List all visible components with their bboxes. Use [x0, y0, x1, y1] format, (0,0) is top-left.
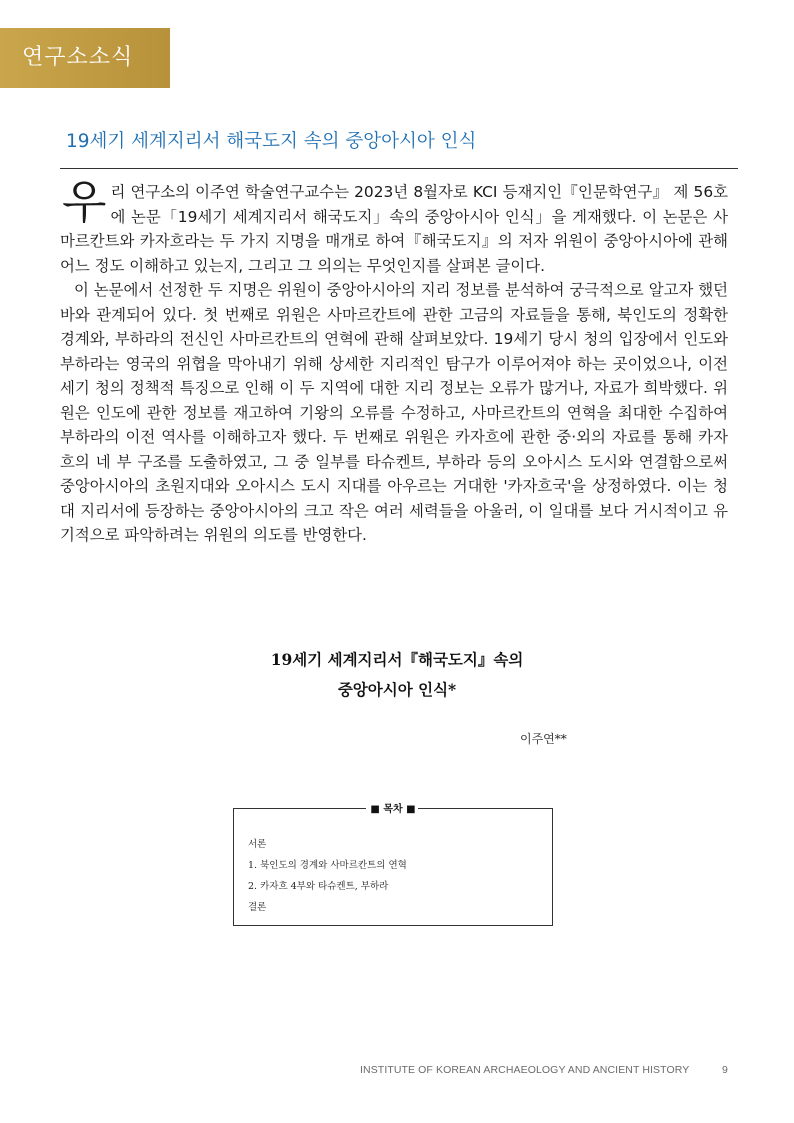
toc-item: 2. 카자흐 4부와 타슈켄트, 부하라 — [248, 881, 389, 892]
toc-heading: ■ 목차 ■ — [370, 804, 416, 815]
footer-institute: INSTITUTE OF KOREAN ARCHAEOLOGY AND ANCIENT HISTORY — [360, 1064, 690, 1076]
article-title: 19세기 세계지리서 해국도지 속의 중앙아시아 인식 — [66, 131, 477, 152]
toc-item: 결론 — [248, 902, 267, 913]
paper-title-line1: 19세기 세계지리서『해국도지』속의 — [270, 650, 524, 669]
paper-author: 이주연** — [520, 732, 567, 746]
toc-list — [248, 834, 407, 918]
toc-item: 1. 북인도의 경계와 사마르칸트의 연혁 — [248, 860, 407, 871]
toc-item: 서론 — [248, 839, 267, 850]
section-label: 연구소소식 — [0, 28, 170, 88]
paper-title-line2: 중앙아시아 인식* — [337, 680, 457, 699]
paragraph-2: 이 논문에서 선정한 두 지명은 위원이 중앙아시아의 지리 정보를 분석하여 궁극적으로 알고자 했던 바와 관계되어 있다. 첫 번째로 위원은 사마르칸트에 관한 고금의 자료들을 통해, 북인도의 정확한 경계와, 부하라의 전신인 사마르칸트의 연혁에 관해 살펴보았다. 19세기 당시 청의 입장에서 인도와 부하라는 영국의 위협을 막아내기 위해 상세한 지리적인 탐구가 이루어져야 하는 곳이었으나, 이전 세기 청의 정책적 특징으로 인해 이 두 지역에 대한 지리 정보는 오류가 많거나, 자료가 희박했다. 위원은 인도에 관한 정보를 재고하여 기왕의 오류를 수정하고, 사마르칸트의 연혁을 최대한 수집하여 부하라의 이전 역사를 이해하고자 했다. 두 번째로 위원은 카자흐에 관한 중·외의 자료를 통해 카자흐의 네 부 구조를 도출하였고, 그 중 일부를 타슈켄트, 부하라 등의 오아시스 도시와 연결함으로써 중앙아시아의 초원지대와 오아시스 도시 지대를 아우르는 거대한 '카자흐국'을 상정하였다. 이는 청대 지리서에 등장하는 중앙아시아의 크고 작은 여러 세력들을 아울러, 이 일대를 보다 거시적이고 유기적으로 파악하려는 위원의 의도를 반영한다. — [60, 281, 728, 544]
page-number: 9 — [722, 1064, 728, 1076]
paragraph-1 — [60, 175, 728, 278]
dropcap-letter: 우 — [62, 175, 107, 229]
article-body — [60, 175, 728, 548]
table-of-contents — [233, 804, 553, 926]
paragraph-1-text: 리 연구소의 이주연 학술연구교수는 2023년 8월자로 KCI 등재지인『인문학연구』 제 56호에 논문「19세기 세계지리서 해국도지」속의 중앙아시아 인식」을 게재했다. 이 논문은 사마르칸트와 카자흐라는 두 가지 지명을 매개로 하여『해국도지』의 저자 위원이 중앙아시아에 관해 어느 정도 이해하고 있는지, 그리고 그 의의는 무엇인지를 살펴본 글이다. — [60, 183, 728, 275]
title-divider — [60, 168, 738, 169]
